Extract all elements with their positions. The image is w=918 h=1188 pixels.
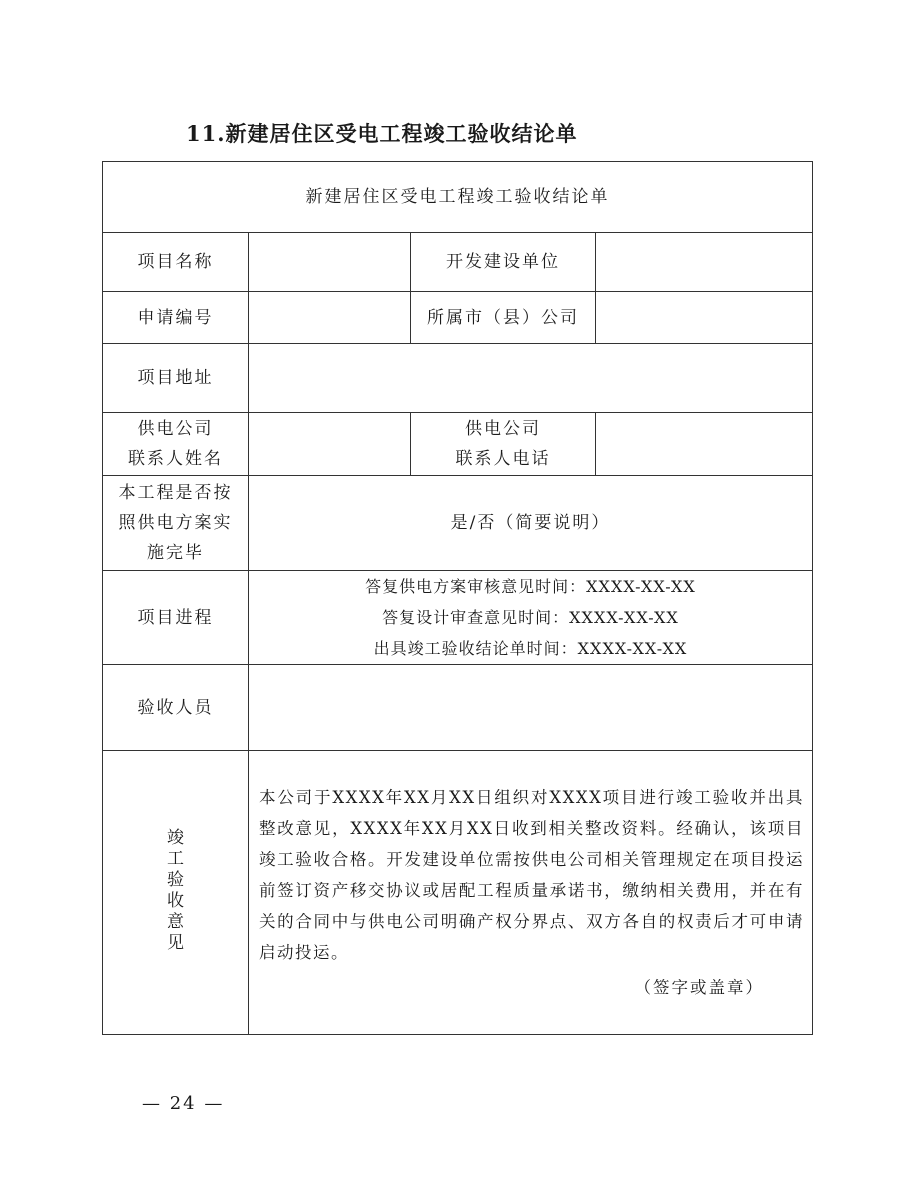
contact-phone-label-line2: 联系人电话 (455, 449, 551, 469)
application-no-label: 申请编号 (103, 292, 249, 344)
completion-label-text: 本工程是否按照供电方案实施完毕 (118, 483, 233, 563)
contact-name-field[interactable] (249, 413, 411, 476)
progress-line-conclusion: 出具竣工验收结论单时间：XXXX-XX-XX (373, 639, 688, 658)
progress-line-plan-review: 答复供电方案审核意见时间：XXXX-XX-XX (365, 577, 696, 596)
opinion-row (103, 751, 813, 1035)
opinion-field (249, 751, 813, 1035)
acceptance-form-table (102, 161, 813, 1035)
company-label: 所属市（县）公司 (411, 292, 596, 344)
inspectors-row (103, 665, 813, 751)
opinion-label-text: 竣工验收意见 (167, 827, 184, 953)
contact-phone-label-line1: 供电公司 (465, 419, 541, 439)
address-row (103, 344, 813, 413)
contact-name-label-line1: 供电公司 (137, 419, 214, 439)
opinion-label (103, 751, 249, 1035)
inspectors-field[interactable] (249, 665, 813, 751)
signature-note: （签字或盖章） (634, 978, 764, 997)
section-heading: 11.新建居住区受电工程竣工验收结论单 (186, 121, 578, 146)
completion-row (103, 476, 813, 571)
company-field[interactable] (596, 292, 813, 344)
application-no-field[interactable] (249, 292, 411, 344)
developer-label: 开发建设单位 (411, 233, 596, 292)
developer-field[interactable] (596, 233, 813, 292)
completion-field[interactable]: 是/否（简要说明） (249, 476, 813, 571)
contact-name-label-line2: 联系人姓名 (128, 449, 223, 469)
contact-row (103, 413, 813, 476)
contact-phone-field[interactable] (596, 413, 813, 476)
application-no-row (103, 292, 813, 344)
address-field[interactable] (249, 344, 813, 413)
project-name-row (103, 233, 813, 292)
opinion-text: 本公司于XXXX年XX月XX日组织对XXXX项目进行竣工验收并出具整改意见，XXXX年XX月XX日收到相关整改资料。经确认，该项目竣工验收合格。开发建设单位需按供电公司相关管理规定在项目投运前签订资产移交协议或居配工程质量承诺书，缴纳相关费用，并在有关的合同中与供电公司明确产权分界点、双方各自的权责后才可申请启动投运。 (259, 788, 804, 962)
page-number: — 24 — (142, 1093, 225, 1114)
progress-label: 项目进程 (103, 571, 249, 665)
form-title-row (103, 162, 813, 233)
project-name-field[interactable] (249, 233, 411, 292)
address-label: 项目地址 (103, 344, 249, 413)
inspectors-label: 验收人员 (103, 665, 249, 751)
progress-row (103, 571, 813, 665)
form-title: 新建居住区受电工程竣工验收结论单 (103, 162, 813, 233)
progress-field (249, 571, 813, 665)
project-name-label: 项目名称 (103, 233, 249, 292)
progress-line-design-review: 答复设计审查意见时间：XXXX-XX-XX (382, 608, 679, 627)
contact-phone-label (411, 413, 596, 476)
contact-name-label (103, 413, 249, 476)
completion-label (103, 476, 249, 571)
